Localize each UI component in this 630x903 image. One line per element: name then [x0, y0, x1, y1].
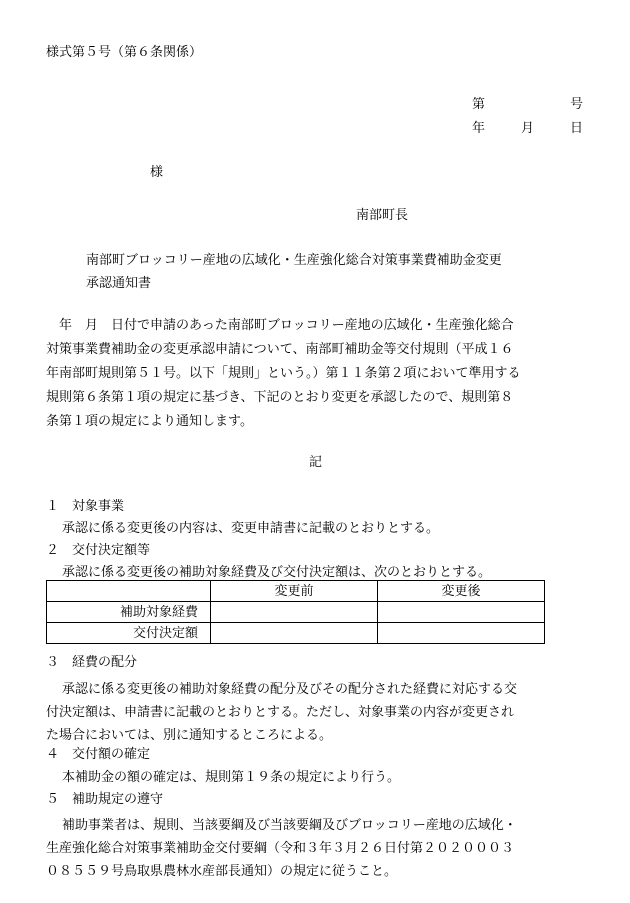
table-header-before: 変更前 [211, 581, 378, 602]
section-5-heading: ５ 補助規定の遵守 [46, 792, 164, 807]
cell-before [211, 602, 378, 623]
body-line-3: 年南部町規則第５１号。以下「規則」という。）第１１条第２項において準用する [46, 366, 521, 381]
section-5-line-1: 補助事業者は、規則、当該要綱及び当該要綱及びブロッコリー産地の広域化・ [62, 818, 517, 833]
document-title-line1: 南部町ブロッコリー産地の広域化・生産強化総合対策事業費補助金変更 [86, 253, 502, 268]
doc-number-prefix: 第 [472, 97, 486, 112]
document-title-line2: 承認通知書 [86, 276, 152, 291]
cell-after [378, 602, 545, 623]
row-label-subsidy-cost: 補助対象経費 [47, 602, 211, 623]
ki-heading: 記 [309, 455, 323, 470]
table-header-blank [47, 581, 211, 602]
section-2-heading: ２ 交付決定額等 [46, 543, 151, 558]
section-2-text: 承認に係る変更後の補助対象経費及び交付決定額は、次のとおりとする。 [62, 565, 492, 580]
section-3-line-1: 承認に係る変更後の補助対象経費の配分及びその配分された経費に対応する交 [62, 682, 518, 697]
body-line-4: 規則第６条第１項の規定に基づき、下記のとおり変更を承認したので、規則第８ [46, 390, 514, 405]
section-4-text: 本補助金の額の確定は、規則第１９条の規定により行う。 [62, 770, 401, 785]
date-month: 月 [521, 121, 535, 136]
table-header-after: 変更後 [378, 581, 545, 602]
section-4-heading: ４ 交付額の確定 [46, 747, 151, 762]
table-header-row [47, 581, 545, 602]
row-label-decision-amount: 交付決定額 [47, 623, 211, 644]
date-day: 日 [570, 121, 584, 136]
form-number: 様式第５号（第６条関係） [46, 45, 203, 60]
section-1-text: 承認に係る変更後の内容は、変更申請書に記載のとおりとする。 [62, 521, 440, 536]
table-row [47, 602, 545, 623]
table-row [47, 623, 545, 644]
section-5-line-3: ０８５５９号鳥取県農林水産部長通知）の規定に従うこと。 [46, 864, 398, 879]
issuer: 南部町長 [356, 208, 409, 223]
cell-after [378, 623, 545, 644]
section-1-heading: １ 対象事業 [46, 499, 125, 514]
section-3-line-2: 付決定額は、申請書に記載のとおりとする。ただし、対象事業の内容が変更され [46, 705, 515, 720]
date-year: 年 [472, 121, 486, 136]
body-line-2: 対策事業費補助金の変更承認申請について、南部町補助金等交付規則（平成１６ [46, 342, 514, 357]
body-line-1: 年 月 日付で申請のあった南部町ブロッコリー産地の広域化・生産強化総合 [46, 318, 514, 333]
doc-number-suffix: 号 [570, 97, 584, 112]
section-3-line-3: た場合においては、別に通知するところによる。 [46, 728, 333, 743]
recipient-honorific: 様 [150, 165, 164, 180]
cell-before [211, 623, 378, 644]
section-3-heading: ３ 経費の配分 [46, 655, 138, 670]
section-5-line-2: 生産強化総合対策事業補助金交付要綱（令和３年３月２６日付第２０２０００３ [46, 841, 515, 856]
body-line-5: 条第１項の規定により通知します。 [46, 414, 253, 429]
amount-table [46, 580, 545, 644]
